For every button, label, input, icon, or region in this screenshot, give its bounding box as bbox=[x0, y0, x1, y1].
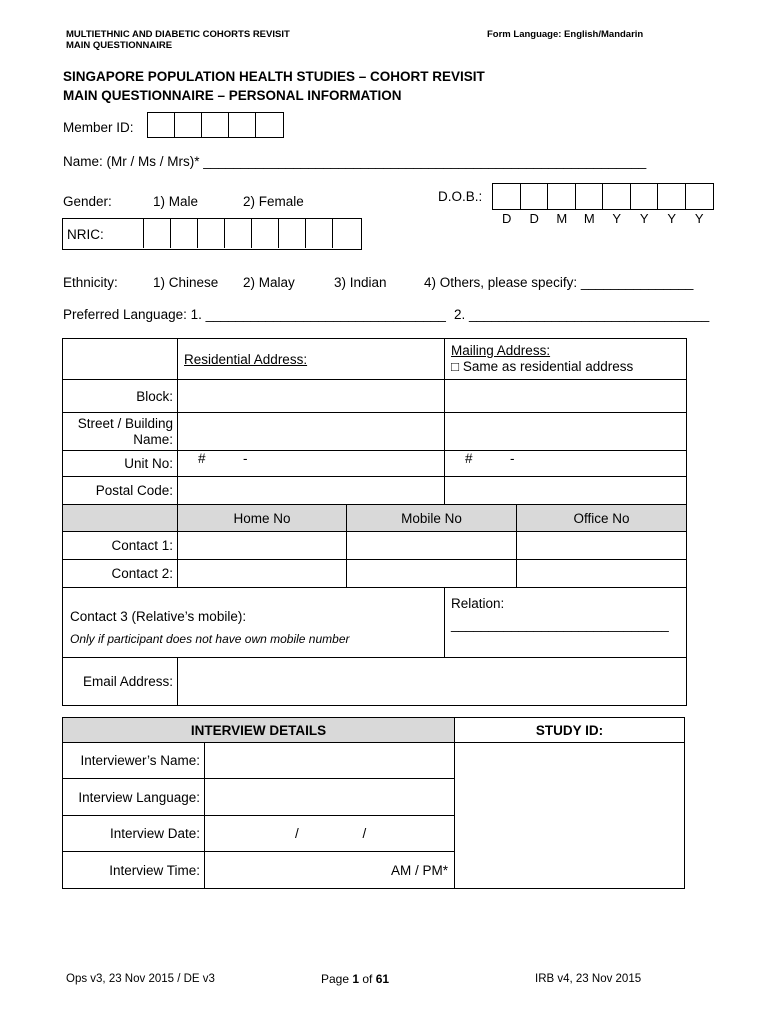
unit-label: Unit No: bbox=[63, 451, 178, 477]
study-id-input[interactable] bbox=[455, 743, 685, 889]
email-label: Email Address: bbox=[63, 658, 178, 706]
member-id-label: Member ID: bbox=[63, 120, 134, 135]
title-line1: SINGAPORE POPULATION HEALTH STUDIES – COHORT REVISIT bbox=[63, 69, 485, 84]
header-left-line1: MULTIETHNIC AND DIABETIC COHORTS REVISIT bbox=[66, 29, 290, 40]
interviewer-name-label: Interviewer’s Name: bbox=[63, 743, 205, 779]
interview-time-label: Interview Time: bbox=[63, 852, 205, 889]
residential-block-input[interactable] bbox=[178, 380, 445, 413]
contact1-mobile-input[interactable] bbox=[347, 532, 517, 560]
mailing-address-header bbox=[445, 339, 687, 380]
header-left bbox=[66, 29, 290, 51]
ethnicity-malay-option[interactable]: 2) Malay bbox=[243, 275, 295, 290]
footer-left: Ops v3, 23 Nov 2015 / DE v3 bbox=[66, 973, 215, 985]
address-header-blank bbox=[63, 339, 178, 380]
interviewer-name-input[interactable] bbox=[205, 743, 455, 779]
nric-boxes[interactable] bbox=[143, 218, 360, 248]
relation-cell[interactable] bbox=[445, 588, 687, 658]
header-left-line2: MAIN QUESTIONNAIRE bbox=[66, 40, 173, 51]
ethnicity-chinese-option[interactable]: 1) Chinese bbox=[153, 275, 219, 290]
residential-unit-input[interactable]: # - bbox=[178, 451, 445, 477]
dob-letter: D bbox=[529, 211, 539, 226]
dob-format-letters bbox=[493, 211, 713, 226]
contact3-label: Contact 3 (Relative’s mobile): bbox=[70, 609, 247, 624]
relation-line: _____________________________ bbox=[451, 617, 669, 632]
interview-time-input[interactable]: AM / PM* bbox=[205, 852, 455, 889]
preferred-language-1[interactable]: Preferred Language: 1. ________________________________ bbox=[63, 307, 446, 322]
ethnicity-others-option[interactable]: 4) Others, please specify: _______________ bbox=[424, 275, 694, 290]
dob-letter: M bbox=[556, 211, 568, 226]
postal-code-label: Postal Code: bbox=[63, 477, 178, 505]
relation-label: Relation: bbox=[451, 596, 505, 611]
interview-date-input[interactable]: / / bbox=[205, 816, 455, 852]
interview-details-header: INTERVIEW DETAILS bbox=[63, 718, 455, 743]
dob-boxes[interactable] bbox=[492, 183, 714, 210]
member-id-boxes[interactable] bbox=[147, 112, 284, 138]
ethnicity-indian-option[interactable]: 3) Indian bbox=[334, 275, 387, 290]
dob-letter: Y bbox=[667, 211, 677, 226]
residential-postal-input[interactable] bbox=[178, 477, 445, 505]
page-number bbox=[321, 972, 389, 986]
mailing-postal-input[interactable] bbox=[445, 477, 687, 505]
page-prefix: Page bbox=[321, 972, 353, 986]
dob-letter: Y bbox=[694, 211, 704, 226]
same-as-residential-checkbox[interactable]: □ Same as residential address bbox=[451, 359, 634, 374]
residential-street-input[interactable] bbox=[178, 413, 445, 451]
residential-address-header bbox=[178, 339, 445, 380]
interview-language-label: Interview Language: bbox=[63, 779, 205, 816]
dob-letter: M bbox=[583, 211, 595, 226]
interview-date-label: Interview Date: bbox=[63, 816, 205, 852]
mobile-no-header: Mobile No bbox=[347, 505, 517, 532]
dob-letter: D bbox=[502, 211, 512, 226]
name-field[interactable]: Name: (Mr / Ms / Mrs)* ___________________________________________________________ bbox=[63, 154, 647, 169]
study-id-header: STUDY ID: bbox=[455, 718, 685, 743]
ethnicity-label: Ethnicity: bbox=[63, 275, 118, 290]
contact-header-blank bbox=[63, 505, 178, 532]
contact1-office-input[interactable] bbox=[517, 532, 687, 560]
contact2-mobile-input[interactable] bbox=[347, 560, 517, 588]
page-current: 1 bbox=[352, 972, 360, 986]
contact1-label: Contact 1: bbox=[63, 532, 178, 560]
mailing-street-input[interactable] bbox=[445, 413, 687, 451]
dob-letter: Y bbox=[639, 211, 649, 226]
office-no-header: Office No bbox=[517, 505, 687, 532]
mailing-block-input[interactable] bbox=[445, 380, 687, 413]
contact1-home-input[interactable] bbox=[178, 532, 347, 560]
address-table bbox=[62, 338, 687, 706]
dob-letter: Y bbox=[612, 211, 622, 226]
gender-male-option[interactable]: 1) Male bbox=[153, 194, 199, 209]
page-total: 61 bbox=[375, 972, 390, 986]
page-title bbox=[63, 67, 485, 105]
contact2-label: Contact 2: bbox=[63, 560, 178, 588]
interview-table bbox=[62, 717, 685, 889]
preferred-language-2[interactable]: 2. ________________________________ bbox=[454, 307, 710, 322]
street-label: Street / Building Name: bbox=[63, 413, 178, 451]
email-input[interactable] bbox=[178, 658, 687, 706]
residential-address-label: Residential Address: bbox=[184, 351, 308, 367]
contact2-home-input[interactable] bbox=[178, 560, 347, 588]
header-right: Form Language: English/Mandarin bbox=[487, 29, 644, 40]
mailing-unit-input[interactable]: # - bbox=[445, 451, 687, 477]
gender-label: Gender: bbox=[63, 194, 112, 209]
contact3-cell[interactable] bbox=[63, 588, 445, 658]
contact2-office-input[interactable] bbox=[517, 560, 687, 588]
interview-language-input[interactable] bbox=[205, 779, 455, 816]
gender-female-option[interactable]: 2) Female bbox=[243, 194, 304, 209]
footer-right: IRB v4, 23 Nov 2015 bbox=[535, 973, 642, 985]
title-line2: MAIN QUESTIONNAIRE – PERSONAL INFORMATION bbox=[63, 88, 402, 103]
home-no-header: Home No bbox=[178, 505, 347, 532]
page-of: of bbox=[359, 972, 376, 986]
nric-label: NRIC: bbox=[67, 227, 104, 242]
mailing-address-label: Mailing Address: bbox=[451, 343, 551, 358]
dob-label: D.O.B.: bbox=[438, 189, 483, 204]
contact3-note: Only if participant does not have own mobile number bbox=[70, 632, 350, 646]
block-label: Block: bbox=[63, 380, 178, 413]
